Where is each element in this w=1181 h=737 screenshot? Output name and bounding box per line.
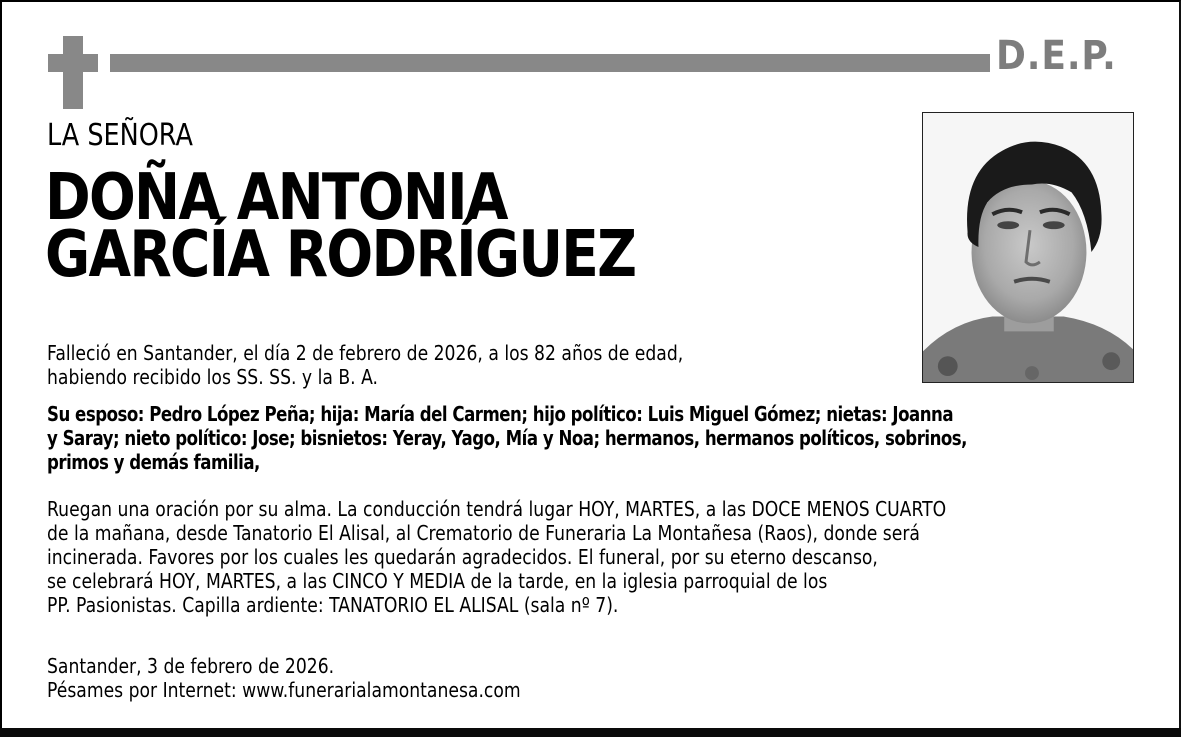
ceremony-paragraph [47, 497, 946, 617]
header-rule [110, 54, 990, 72]
death-notice-paragraph [47, 341, 683, 389]
honorific: LA SEÑORA [47, 118, 193, 153]
family-line: y Saray; nieto político: Jose; bisnietos: Yeray, Yago, Mía y Noa; hermanos, hermanos políticos, sobrinos, [47, 426, 968, 450]
portrait-image [923, 113, 1133, 382]
death-notice-line: Falleció en Santander, el día 2 de febrero de 2026, a los 82 años de edad, [47, 341, 684, 365]
name-line-2: GARCÍA RODRÍGUEZ [45, 218, 636, 292]
family-line: Su esposo: Pedro López Peña; hija: María del Carmen; hijo político: Luis Miguel Gómez; nietas: Joanna [47, 402, 954, 426]
ceremony-line: de la mañana, desde Tanatorio El Alisal, al Crematorio de Funeraria La Montañesa (Raos), donde será [47, 521, 920, 545]
bottom-border-band [0, 728, 1181, 737]
dep-label: D.E.P. [996, 33, 1117, 79]
family-line: primos y demás familia, [47, 450, 260, 474]
footer-block [47, 654, 521, 702]
place-date: Santander, 3 de febrero de 2026. [47, 654, 335, 678]
portrait-photo [922, 112, 1134, 383]
deceased-name [45, 161, 636, 292]
cross-vertical-bar [63, 36, 83, 109]
family-paragraph [47, 402, 967, 474]
name-line-1: DOÑA ANTONIA [45, 161, 507, 235]
death-notice-line: habiendo recibido los SS. SS. y la B. A. [47, 365, 379, 389]
ceremony-line: incinerada. Favores por los cuales les quedarán agradecidos. El funeral, por su eterno descanso, [47, 545, 878, 569]
ceremony-line: PP. Pasionistas. Capilla ardiente: TANATORIO EL ALISAL (sala nº 7). [47, 593, 619, 617]
ceremony-line: Ruegan una oración por su alma. La conducción tendrá lugar HOY, MARTES, a las DOCE MENOS CUARTO [47, 497, 947, 521]
ceremony-line: se celebrará HOY, MARTES, a las CINCO Y MEDIA de la tarde, en la iglesia parroquial de los [47, 569, 828, 593]
cross-horizontal-bar [48, 54, 98, 72]
condolences-link-text: Pésames por Internet: www.funerarialamontanesa.com [47, 678, 521, 702]
